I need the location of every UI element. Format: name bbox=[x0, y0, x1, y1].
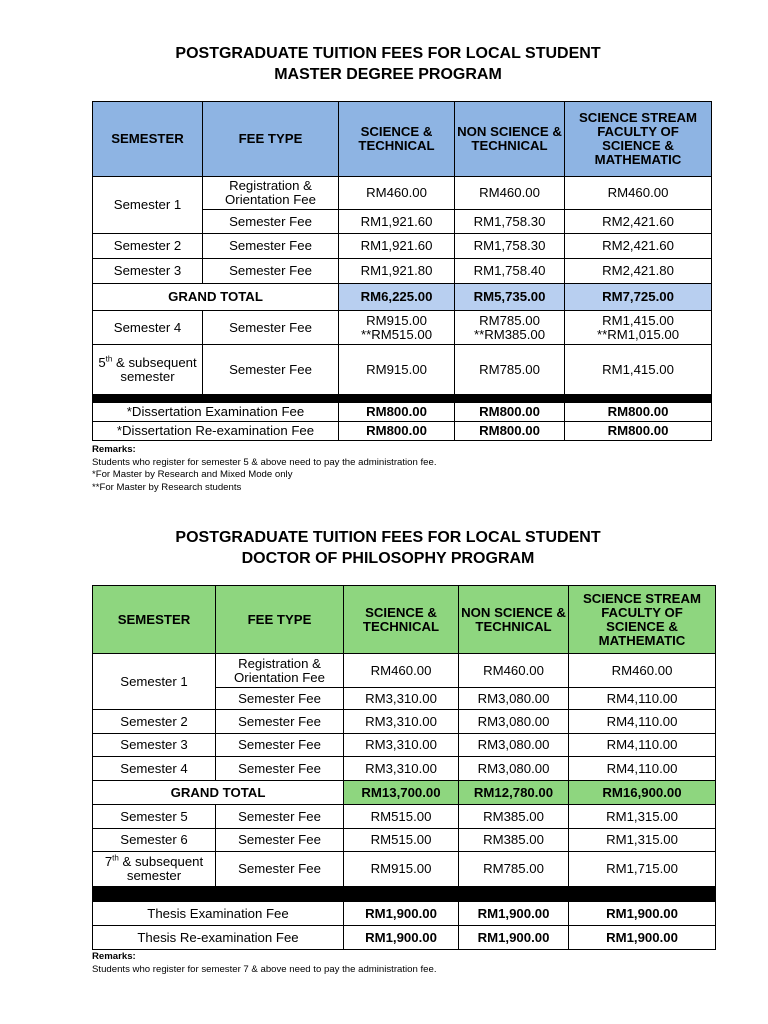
table-row bbox=[93, 805, 716, 829]
fee-type-cell: Semester Fee bbox=[203, 210, 339, 234]
phd-title-line1: POSTGRADUATE TUITION FEES FOR LOCAL STUDENT bbox=[175, 529, 601, 546]
header-semester: SEMESTER bbox=[93, 102, 203, 177]
grand-total-value: RM6,225.00 bbox=[339, 284, 455, 311]
table-row bbox=[93, 902, 716, 926]
value-cell: RM460.00 bbox=[565, 177, 712, 210]
value-cell: RM515.00 bbox=[344, 805, 459, 829]
value-cell: RM1,921.60 bbox=[339, 210, 455, 234]
value-cell: RM4,110.00 bbox=[569, 710, 716, 734]
fee-type-cell: Semester Fee bbox=[216, 688, 344, 710]
grand-total-row bbox=[93, 781, 716, 805]
value-line: RM1,415.00 bbox=[602, 312, 674, 328]
value-cell: RM1,900.00 bbox=[459, 902, 569, 926]
value-cell: RM3,080.00 bbox=[459, 688, 569, 710]
semester-cell: Semester 1 bbox=[93, 654, 216, 710]
value-cell: RM460.00 bbox=[569, 654, 716, 688]
value-cell: RM800.00 bbox=[455, 422, 565, 441]
reexam-fee-label: *Dissertation Re-examination Fee bbox=[93, 422, 339, 441]
value-cell: RM2,421.60 bbox=[565, 210, 712, 234]
value-cell: RM460.00 bbox=[339, 177, 455, 210]
value-cell: RM1,900.00 bbox=[459, 926, 569, 950]
semester-cell: Semester 3 bbox=[93, 259, 203, 284]
master-title bbox=[0, 43, 768, 85]
semester-cell: Semester 3 bbox=[93, 734, 216, 757]
semester-suffix: th bbox=[105, 354, 113, 364]
value-line: RM915.00 bbox=[366, 312, 427, 328]
value-cell: RM785.00 bbox=[455, 345, 565, 395]
fee-type-cell: Semester Fee bbox=[216, 734, 344, 757]
fee-type-cell: Semester Fee bbox=[203, 345, 339, 395]
value-cell: RM800.00 bbox=[339, 422, 455, 441]
table-row bbox=[93, 259, 712, 284]
semester-cell: Semester 5 bbox=[93, 805, 216, 829]
grand-total-label: GRAND TOTAL bbox=[93, 781, 344, 805]
header-semester: SEMESTER bbox=[93, 586, 216, 654]
header-science-technical: SCIENCE & TECHNICAL bbox=[344, 586, 459, 654]
value-cell: RM1,715.00 bbox=[569, 852, 716, 887]
header-science-stream: SCIENCE STREAM FACULTY OF SCIENCE & MATHEMATIC bbox=[565, 102, 712, 177]
value-cell: RM3,310.00 bbox=[344, 688, 459, 710]
header-non-science-technical: NON SCIENCE & TECHNICAL bbox=[455, 102, 565, 177]
semester-suffix: th bbox=[112, 853, 119, 863]
remarks-heading: Remarks: bbox=[92, 951, 136, 962]
table-row bbox=[93, 345, 712, 395]
value-cell: RM1,900.00 bbox=[344, 926, 459, 950]
grand-total-label: GRAND TOTAL bbox=[93, 284, 339, 311]
value-cell: RM1,315.00 bbox=[569, 805, 716, 829]
table-row bbox=[93, 829, 716, 852]
value-cell: RM800.00 bbox=[339, 403, 455, 422]
value-cell: RM515.00 bbox=[344, 829, 459, 852]
fee-type-cell: Semester Fee bbox=[216, 757, 344, 781]
master-fee-table bbox=[92, 101, 712, 441]
exam-fee-label: *Dissertation Examination Fee bbox=[93, 403, 339, 422]
value-cell: RM4,110.00 bbox=[569, 734, 716, 757]
semester-cell: Semester 4 bbox=[93, 757, 216, 781]
value-cell: RM1,315.00 bbox=[569, 829, 716, 852]
value-cell: RM915.00 bbox=[344, 852, 459, 887]
value-cell: RM3,310.00 bbox=[344, 757, 459, 781]
header-fee-type: FEE TYPE bbox=[216, 586, 344, 654]
value-cell: RM2,421.80 bbox=[565, 259, 712, 284]
table-row bbox=[93, 422, 712, 441]
grand-total-row bbox=[93, 284, 712, 311]
value-cell: RM3,080.00 bbox=[459, 757, 569, 781]
table-row bbox=[93, 311, 712, 345]
value-cell: RM3,310.00 bbox=[344, 734, 459, 757]
semester-cell: Semester 1 bbox=[93, 177, 203, 234]
value-cell: RM460.00 bbox=[459, 654, 569, 688]
table-row bbox=[93, 852, 716, 887]
value-cell: RM915.00 bbox=[339, 345, 455, 395]
grand-total-value: RM16,900.00 bbox=[569, 781, 716, 805]
value-cell bbox=[455, 311, 565, 345]
value-cell: RM1,900.00 bbox=[344, 902, 459, 926]
value-cell: RM1,921.80 bbox=[339, 259, 455, 284]
master-title-line1: POSTGRADUATE TUITION FEES FOR LOCAL STUDENT bbox=[175, 45, 601, 62]
grand-total-value: RM13,700.00 bbox=[344, 781, 459, 805]
semester-number: 7 bbox=[104, 854, 113, 869]
exam-fee-label: Thesis Examination Fee bbox=[93, 902, 344, 926]
grand-total-value: RM12,780.00 bbox=[459, 781, 569, 805]
value-cell: RM800.00 bbox=[565, 422, 712, 441]
semester-cell bbox=[93, 852, 216, 887]
grand-total-value: RM7,725.00 bbox=[565, 284, 712, 311]
value-cell: RM800.00 bbox=[565, 403, 712, 422]
semester-cell: Semester 2 bbox=[93, 710, 216, 734]
value-cell: RM385.00 bbox=[459, 805, 569, 829]
phd-title-line2: DOCTOR OF PHILOSOPHY PROGRAM bbox=[241, 550, 535, 567]
value-cell: RM4,110.00 bbox=[569, 688, 716, 710]
remarks-heading: Remarks: bbox=[92, 444, 136, 455]
phd-remarks bbox=[92, 951, 437, 976]
separator-bar bbox=[93, 395, 712, 403]
value-line: RM785.00 bbox=[479, 312, 540, 328]
table-row bbox=[93, 757, 716, 781]
remarks-line: **For Master by Research students bbox=[92, 481, 242, 493]
fee-type-cell: Semester Fee bbox=[216, 805, 344, 829]
value-cell: RM3,310.00 bbox=[344, 710, 459, 734]
value-cell: RM460.00 bbox=[344, 654, 459, 688]
value-cell: RM785.00 bbox=[459, 852, 569, 887]
semester-cell: Semester 4 bbox=[93, 311, 203, 345]
fee-type-cell: Registration & Orientation Fee bbox=[216, 654, 344, 688]
remarks-line: Students who register for semester 5 & above need to pay the administration fee. bbox=[92, 456, 437, 468]
remarks-line: Students who register for semester 7 & above need to pay the administration fee. bbox=[92, 963, 437, 975]
value-line-research: **RM385.00 bbox=[473, 326, 546, 342]
value-cell: RM1,415.00 bbox=[565, 345, 712, 395]
header-fee-type: FEE TYPE bbox=[203, 102, 339, 177]
fee-type-cell: Registration & Orientation Fee bbox=[203, 177, 339, 210]
table-row bbox=[93, 654, 716, 688]
fee-type-cell: Semester Fee bbox=[203, 311, 339, 345]
table-row bbox=[93, 403, 712, 422]
fee-type-cell: Semester Fee bbox=[216, 829, 344, 852]
remarks-line: *For Master by Research and Mixed Mode only bbox=[92, 469, 293, 480]
master-title-line2: MASTER DEGREE PROGRAM bbox=[274, 66, 502, 83]
value-cell: RM1,758.40 bbox=[455, 259, 565, 284]
table-row bbox=[93, 734, 716, 757]
semester-text: & subsequent semester bbox=[118, 854, 204, 883]
value-cell: RM1,758.30 bbox=[455, 210, 565, 234]
reexam-fee-label: Thesis Re-examination Fee bbox=[93, 926, 344, 950]
grand-total-value: RM5,735.00 bbox=[455, 284, 565, 311]
semester-cell bbox=[93, 345, 203, 395]
semester-number: 5 bbox=[98, 354, 106, 370]
header-science-stream: SCIENCE STREAM FACULTY OF SCIENCE & MATHEMATIC bbox=[569, 586, 716, 654]
value-line-research: **RM1,015.00 bbox=[596, 326, 680, 342]
master-remarks bbox=[92, 444, 437, 494]
table-row bbox=[93, 710, 716, 734]
phd-title bbox=[0, 527, 768, 569]
value-line-research: **RM515.00 bbox=[360, 326, 433, 342]
value-cell: RM3,080.00 bbox=[459, 710, 569, 734]
table-row bbox=[93, 234, 712, 259]
fee-type-cell: Semester Fee bbox=[216, 852, 344, 887]
value-cell: RM1,900.00 bbox=[569, 902, 716, 926]
table-header-row bbox=[93, 102, 712, 177]
separator-bar bbox=[93, 887, 716, 902]
semester-cell: Semester 6 bbox=[93, 829, 216, 852]
phd-fee-table bbox=[92, 585, 716, 950]
value-cell: RM1,758.30 bbox=[455, 234, 565, 259]
value-cell: RM2,421.60 bbox=[565, 234, 712, 259]
fee-type-cell: Semester Fee bbox=[216, 710, 344, 734]
value-cell bbox=[565, 311, 712, 345]
value-cell: RM3,080.00 bbox=[459, 734, 569, 757]
table-row bbox=[93, 926, 716, 950]
value-cell: RM4,110.00 bbox=[569, 757, 716, 781]
header-science-technical: SCIENCE & TECHNICAL bbox=[339, 102, 455, 177]
fee-type-cell: Semester Fee bbox=[203, 259, 339, 284]
table-row bbox=[93, 177, 712, 210]
header-non-science-technical: NON SCIENCE & TECHNICAL bbox=[459, 586, 569, 654]
semester-cell: Semester 2 bbox=[93, 234, 203, 259]
table-header-row bbox=[93, 586, 716, 654]
fee-type-cell: Semester Fee bbox=[203, 234, 339, 259]
value-cell: RM1,921.60 bbox=[339, 234, 455, 259]
value-cell: RM385.00 bbox=[459, 829, 569, 852]
value-cell: RM1,900.00 bbox=[569, 926, 716, 950]
value-cell bbox=[339, 311, 455, 345]
value-cell: RM460.00 bbox=[455, 177, 565, 210]
semester-text: & subsequent semester bbox=[112, 354, 197, 384]
value-cell: RM800.00 bbox=[455, 403, 565, 422]
